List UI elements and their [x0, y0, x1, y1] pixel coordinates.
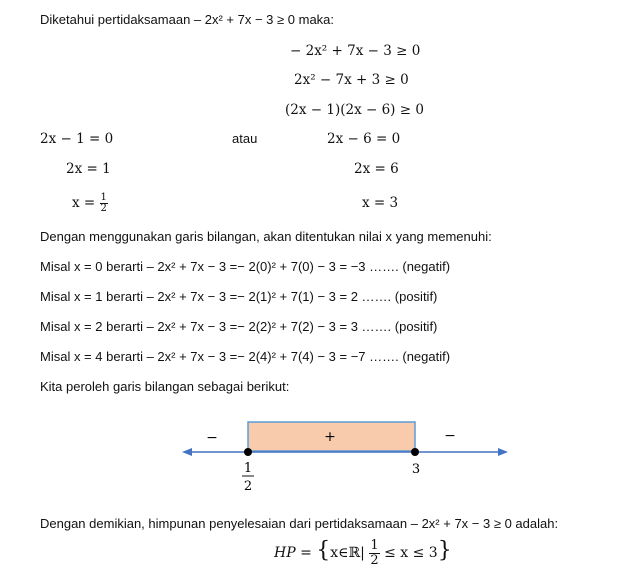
solution-set	[274, 536, 452, 568]
test-line-2: Misal x = 1 berarti – 2x² + 7x − 3 =− 2(1)² + 7(1) − 3 = 2 ……. (positif)	[40, 289, 438, 304]
left-eq-3-lhs: x =	[72, 195, 96, 211]
test-line-3: Misal x = 2 berarti – 2x² + 7x − 3 =− 2(2)² + 7(2) − 3 = 3 ……. (positif)	[40, 319, 438, 334]
test-line-4: Misal x = 4 berarti – 2x² + 7x − 3 =− 2(4)² + 7(4) − 3 = −7 ……. (negatif)	[40, 349, 451, 364]
test-line-1: Misal x = 0 berarti – 2x² + 7x − 3 =− 2(0)² + 7(0) − 3 = −3 ……. (negatif)	[40, 259, 451, 274]
number-line-diagram	[0, 405, 634, 525]
point-three-label: 3	[411, 462, 421, 477]
right-brace: }	[437, 538, 452, 563]
solution-fraction	[369, 539, 379, 568]
number-line-intro: Dengan menggunakan garis bilangan, akan ditentukan nilai x yang memenuhi:	[40, 229, 492, 244]
right-eq-1: 2x − 6 = 0	[327, 131, 401, 147]
solution-fraction-numerator: 1	[370, 537, 379, 553]
left-sign: −	[206, 430, 218, 446]
left-arrow-head	[182, 448, 192, 456]
left-eq-2: 2x = 1	[66, 161, 111, 177]
fraction-denominator: 2	[100, 203, 107, 214]
left-eq-3-fraction	[100, 193, 108, 214]
solution-set-end: ≤ x ≤ 3	[379, 545, 438, 561]
right-sign: −	[444, 428, 456, 444]
right-arrow-head	[498, 448, 508, 456]
middle-sign: +	[324, 429, 336, 445]
step-line-3: (2x − 1)(2x − 6) ≥ 0	[285, 102, 424, 118]
fraction-numerator: 1	[100, 192, 107, 203]
point-three	[411, 448, 419, 456]
right-eq-2: 2x = 6	[354, 161, 399, 177]
step-line-1: − 2x² + 7x − 3 ≥ 0	[290, 43, 421, 59]
right-eq-3: x = 3	[362, 195, 399, 211]
step-line-2: 2x² − 7x + 3 ≥ 0	[294, 72, 409, 88]
solution-set-start: x∈ℝ|	[330, 545, 365, 561]
conclusion-line: Dengan demikian, himpunan penyelesaian dari pertidaksamaan – 2x² + 7x − 3 ≥ 0 adalah:	[40, 516, 559, 531]
left-eq-3	[72, 191, 108, 215]
solution-lhs: HP =	[274, 545, 317, 561]
left-eq-1: 2x − 1 = 0	[40, 131, 114, 147]
point-half	[244, 448, 252, 456]
atau-label: atau	[232, 131, 258, 146]
point-half-denominator: 2	[243, 479, 253, 494]
line-caption: Kita peroleh garis bilangan sebagai berikut:	[40, 379, 290, 394]
point-half-numerator: 1	[243, 461, 253, 476]
intro-line: Diketahui pertidaksamaan – 2x² + 7x − 3 ≥ 0 maka:	[40, 12, 335, 27]
left-brace: {	[316, 538, 331, 563]
solution-fraction-denominator: 2	[370, 552, 379, 568]
